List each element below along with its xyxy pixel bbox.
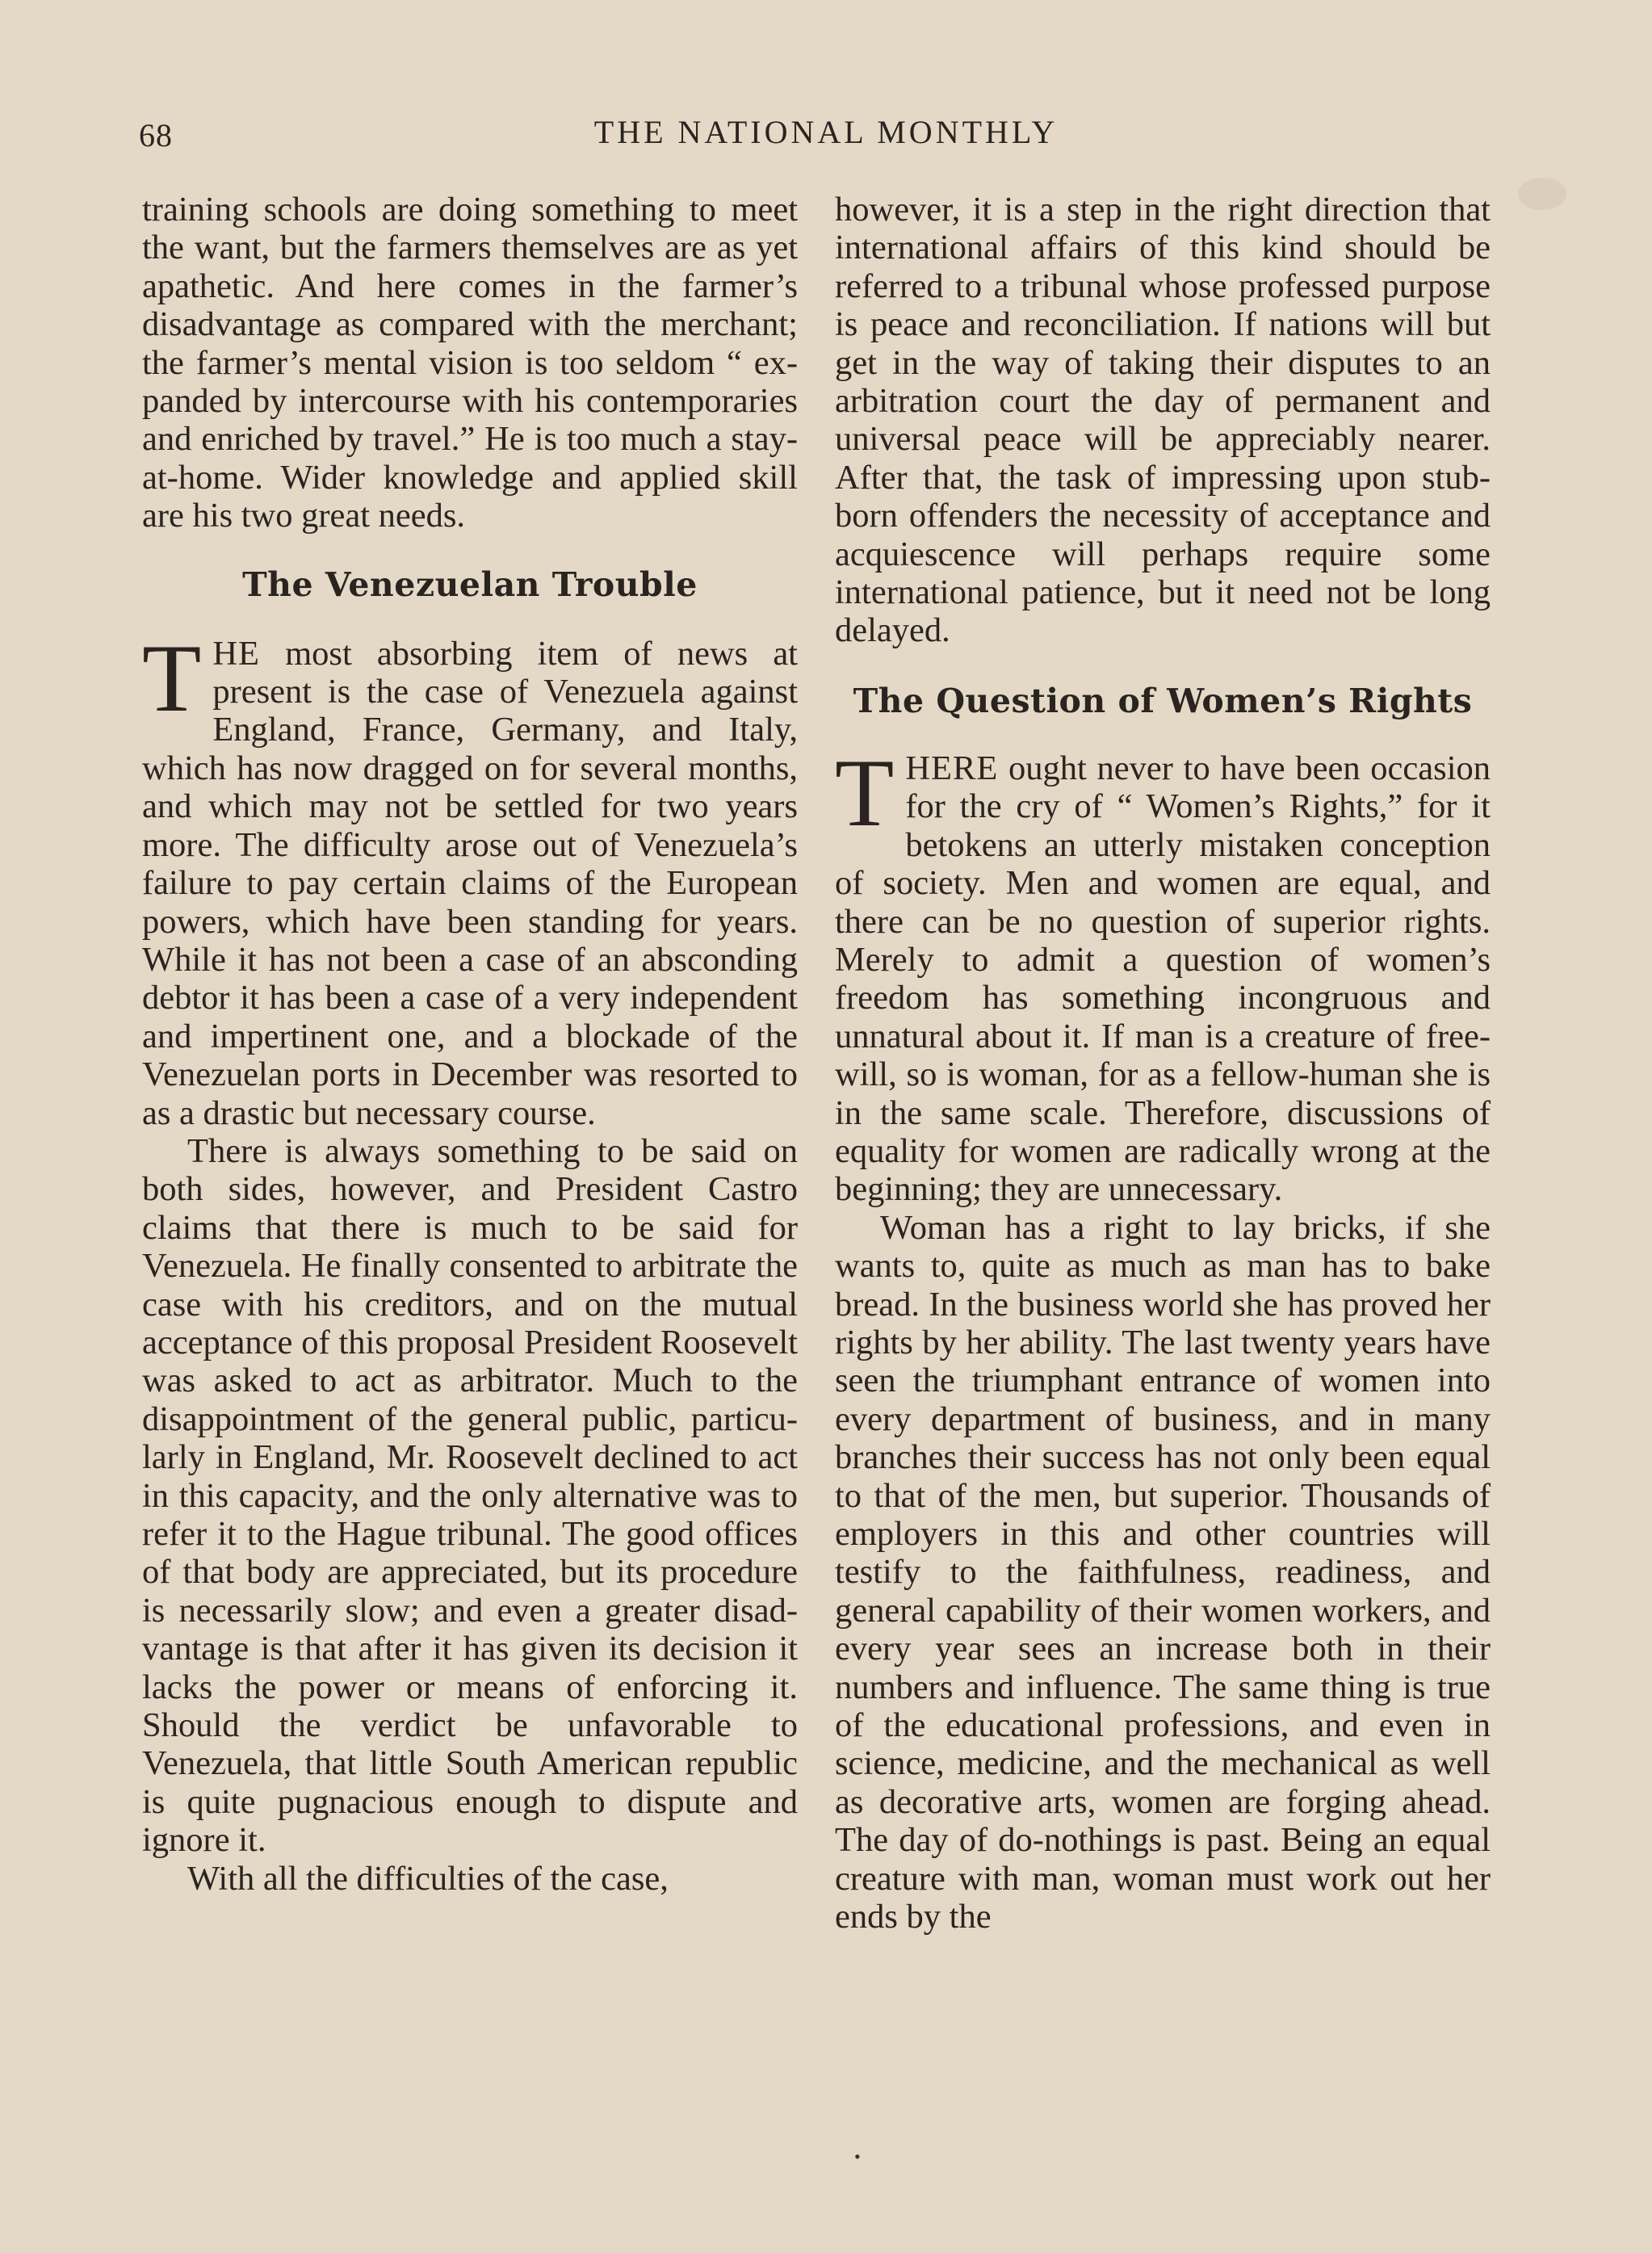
section-heading-womens-rights: The Question of Women’s Rights xyxy=(853,681,1473,720)
venezuela-paragraph-2: There is always something to be said on both sides, however, and President Castro claims that there is much to be said for Venezuela. He finally consented to arbitrate the case with his creditors, and on the mutual acceptance of this proposal President Roosevelt was asked to act as arbitrator. Much to the disappointment of the general public, particularly in England, Mr. Roosevelt declined to act in this capacity, and the only alternative was to refer it to the Hague tribunal. The good offices of that body are appreciated, but its procedure is necessarily slow; and even a greater disadvantage is that after it has given its decision it lacks the power or means of enforcing it. Should the verdict be unfavorable to Venezuela, that little South American republic is quite pugnacious enough to dispute and ignore it. xyxy=(142,1131,798,1860)
lead-caps: HE xyxy=(212,634,260,673)
womens-rights-paragraph-1 xyxy=(835,738,1491,1209)
paragraph-text: ought never to have been occasion for the cry of “ Women’s Rights,” for it betokens an utterly mistaken conception of society. Men and women are equal, and there can be no question of superior rights. Merely to admit a question of women’s freedom has something incongruous and unnatural about it. If man is a creature of freewill, so is woman, for as a fellow-human she is in the same scale. Therefore, discussions of equality for women are radically wrong at the beginning; they are unnecessary. xyxy=(835,749,1491,1209)
footer-mark: • xyxy=(854,2146,861,2167)
left-column xyxy=(142,191,798,1898)
drop-cap: T xyxy=(142,623,202,732)
lead-caps: HERE xyxy=(905,749,999,787)
intro-paragraph: training schools are doing something to meet the want, but the farmers themselves are as yet apathetic. And here comes in the farmer’s disadvantage as compared with the merchant; the farmer’s mental vision is too seldom “ expanded by intercourse with his contemporaries and enriched by travel.” He is too much a stay-at-home. Wider knowledge and applied skill are his two great needs. xyxy=(142,191,798,535)
continued-paragraph: however, it is a step in the right direction that international affairs of this kind should be referred to a tribunal whose professed purpose is peace and reconciliation. If nations will but get in the way of taking their disputes to an arbitration court the day of permanent and universal peace will be appreciably nearer. After that, the task of impressing upon stubborn offenders the necessity of acceptance and acquiescence will perhaps require some international patience, but it need not be long delayed. xyxy=(835,191,1491,650)
paragraph-text: most absorbing item of news at present is the case of Venezuela against England, France, Germany, and Italy, which has now dragged on for several months, and which may not be settled for two years more. The difficulty arose out of Venezuela’s failure to pay certain claims of the European powers, which have been standing for years. While it has not been a case of an absconding debtor it has been a case of a very independent and impertinent one, and a blockade of the Venezuelan ports in December was resorted to as a drastic but necessary course. xyxy=(142,634,798,1132)
womens-rights-paragraph-2: Woman has a right to lay bricks, if she wants to, quite as much as man has to bake bread. In the business world she has proved her rights by her ability. The last twenty years have seen the triumphant entrance of women into every department of business, and in many branches their success has not only been equal to that of the men, but superior. Thousands of employers in this and other countries will testify to the faithfulness, readiness, and general capability of their women workers, and every year sees an increase both in their numbers and influence. The same thing is true of the educational professions, and even in science, medicine, and the mechanical as well as decorative arts, women are forging ahead. The day of do-nothings is past. Being an equal creature with man, woman must work out her ends by the xyxy=(835,1208,1491,1936)
running-title: THE NATIONAL MONTHLY xyxy=(593,114,1059,150)
section-heading-venezuelan-trouble: The Venezuelan Trouble xyxy=(242,564,698,604)
venezuela-paragraph-1 xyxy=(142,623,798,1132)
page-number: 68 xyxy=(139,117,173,153)
drop-cap: T xyxy=(835,738,895,846)
right-column xyxy=(835,191,1491,1936)
paper-blemish xyxy=(1518,178,1566,210)
venezuela-paragraph-3: With all the difficulties of the case, xyxy=(187,1859,669,1898)
